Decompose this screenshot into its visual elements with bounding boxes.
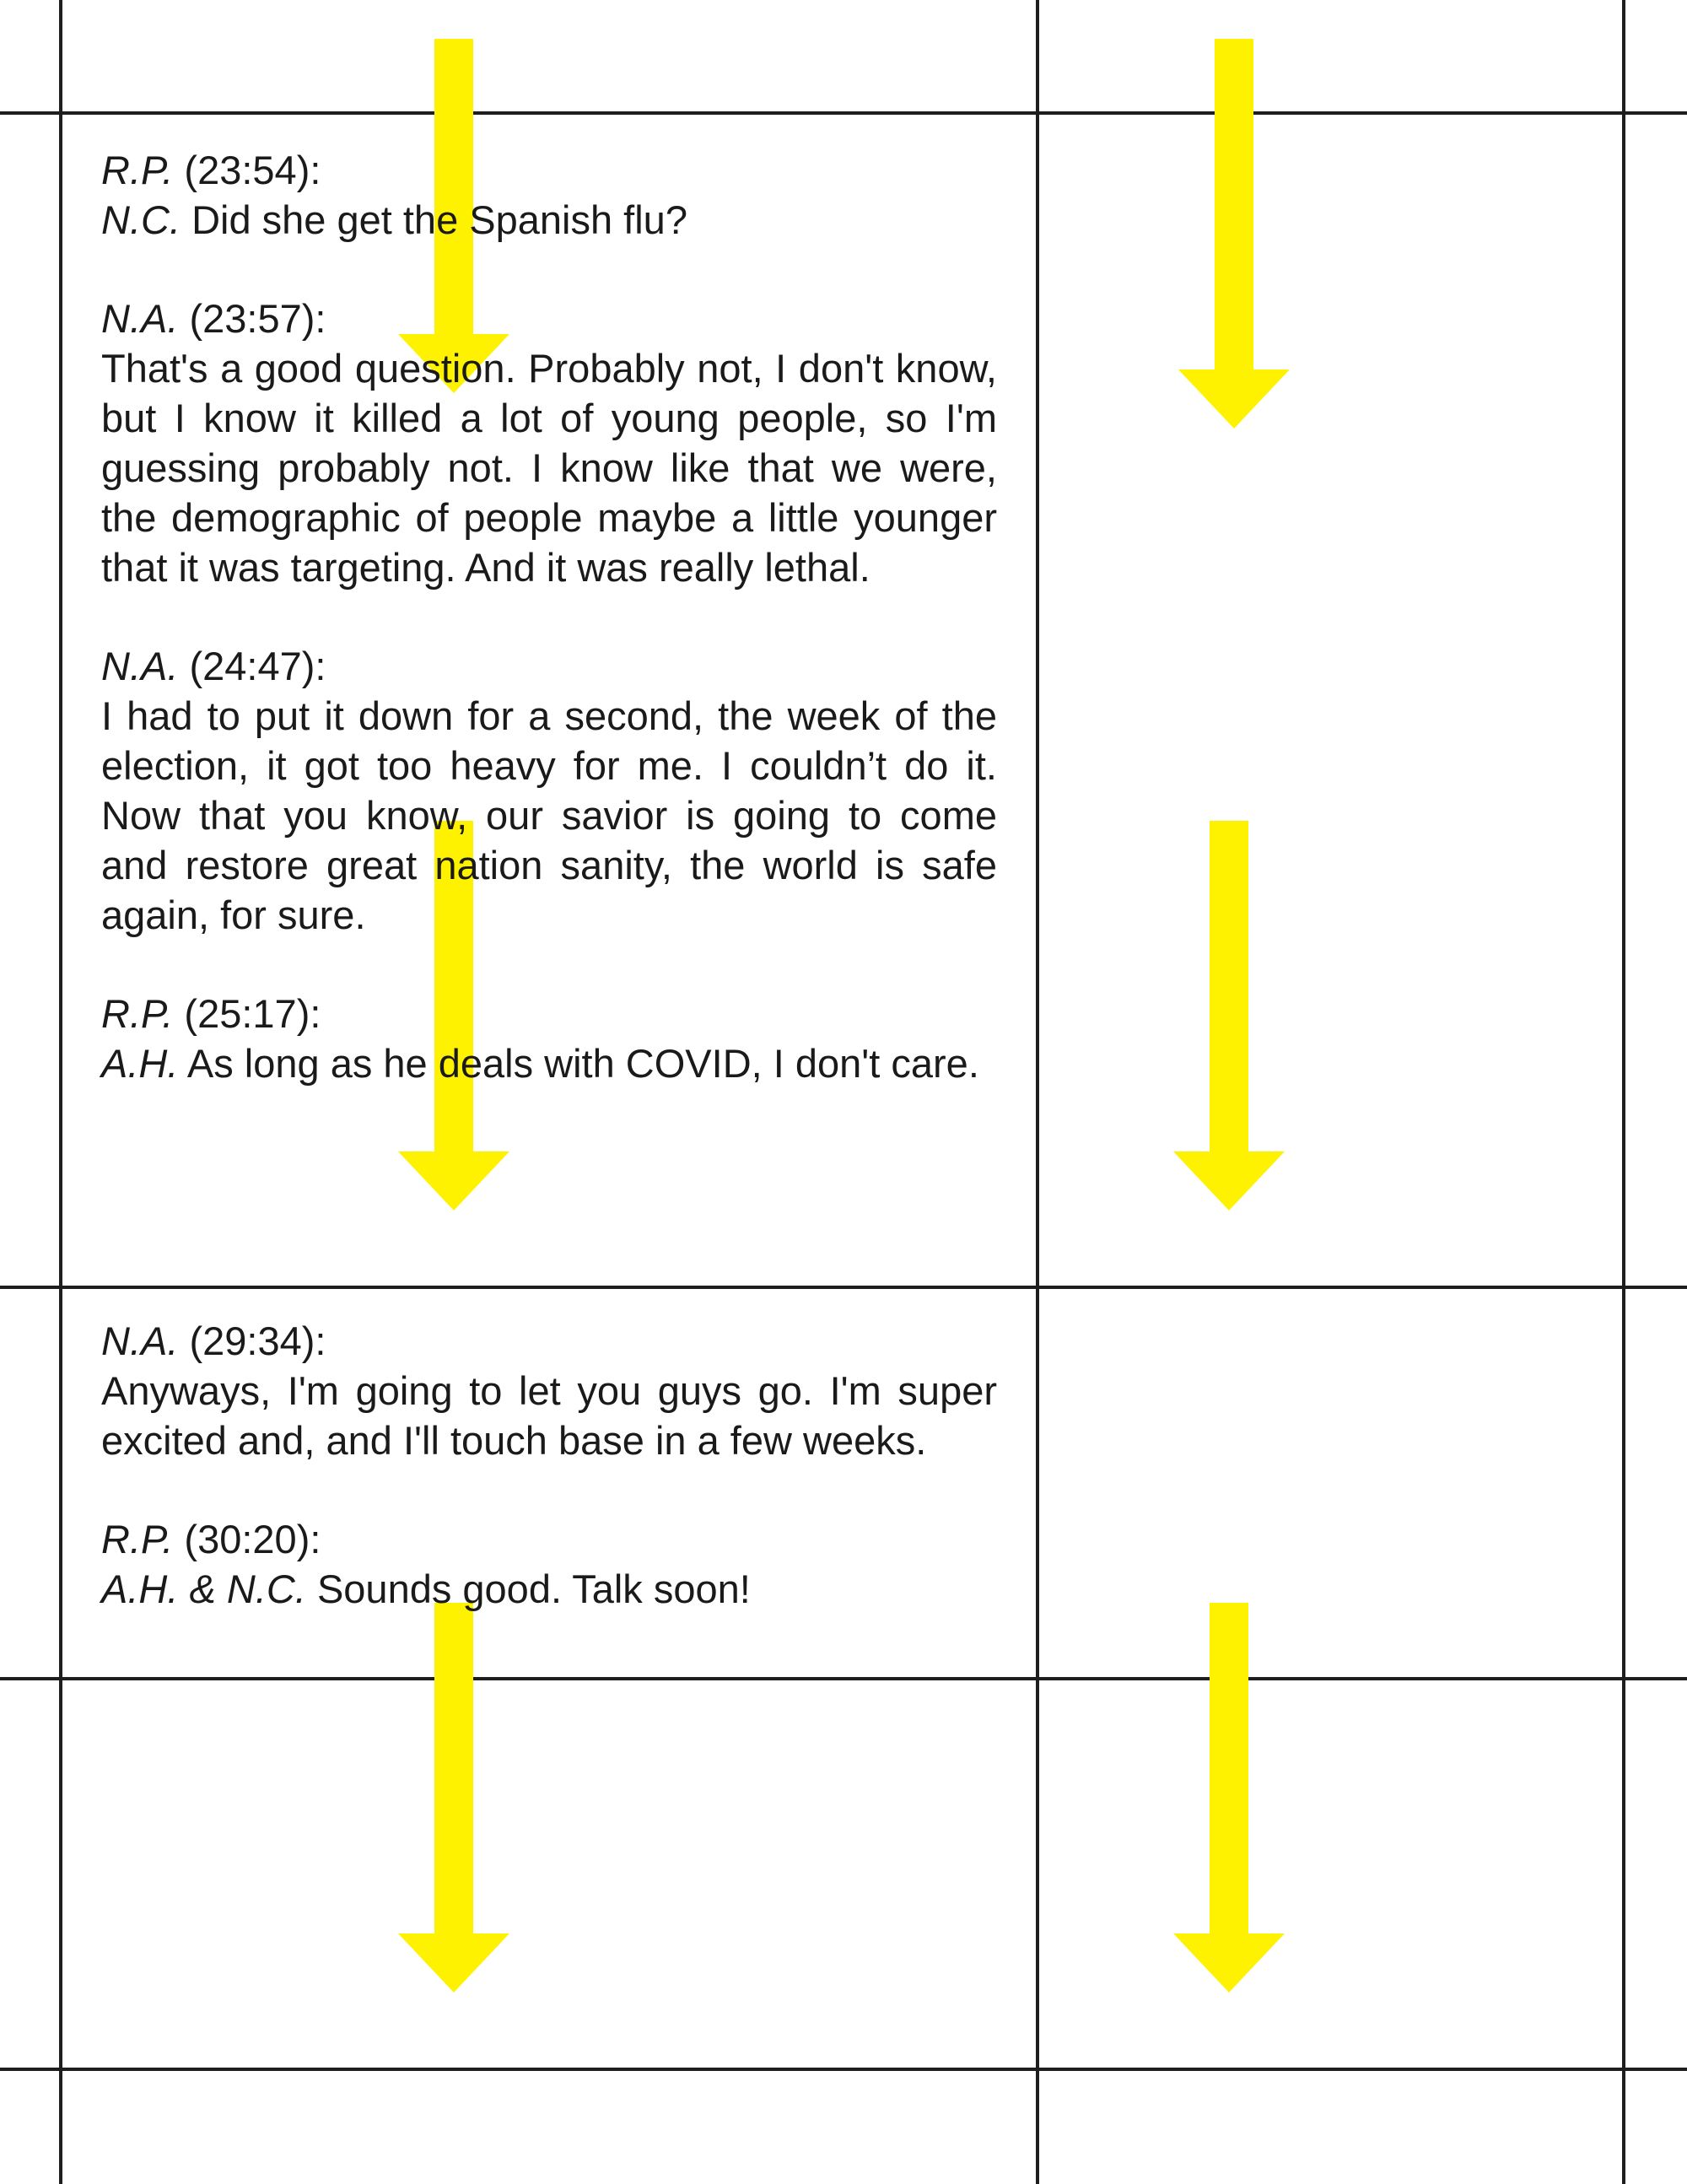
utterance: Anyways, I'm going to let you guys go. I'm super excited and, and I'll touch base in a few weeks. xyxy=(101,1368,997,1463)
vertical-rule-left xyxy=(59,0,62,2184)
timestamp: (24:47): xyxy=(189,644,326,688)
entry-text xyxy=(101,691,997,940)
utterance: I had to put it down for a second, the week of the election, it got too heavy for me. I couldn’t do it. Now that you know, our savior is going to come and restore great nation sanity, the world is safe again, for sure. xyxy=(101,693,997,937)
entry-text xyxy=(101,1366,997,1465)
utterance: As long as he deals with COVID, I don't care. xyxy=(186,1041,979,1086)
timestamp: (29:34): xyxy=(189,1318,326,1363)
horizontal-rule-3 xyxy=(0,1677,1687,1680)
entry-text xyxy=(101,343,997,592)
respondent-initials: A.H. & N.C. xyxy=(101,1567,306,1611)
transcript-entry xyxy=(101,989,997,1088)
respondent-initials: A.H. xyxy=(101,1041,179,1086)
down-arrow-icon xyxy=(1173,821,1285,1211)
transcript-entry xyxy=(101,641,997,940)
utterance: Sounds good. Talk soon! xyxy=(316,1567,751,1611)
entry-text xyxy=(101,195,997,245)
timestamp: (23:54): xyxy=(184,148,321,192)
transcript-cell-1 xyxy=(101,145,997,1137)
transcript-entry xyxy=(101,294,997,592)
speaker-initials: R.P. xyxy=(101,1517,174,1561)
utterance: Did she get the Spanish flu? xyxy=(191,197,687,242)
transcript-entry xyxy=(101,145,997,245)
entry-text xyxy=(101,1038,997,1088)
down-arrow-icon xyxy=(1173,1603,1285,1993)
speaker-initials: N.A. xyxy=(101,644,179,688)
speaker-initials: R.P. xyxy=(101,991,174,1036)
entry-header xyxy=(101,641,997,691)
vertical-rule-middle xyxy=(1036,0,1039,2184)
horizontal-rule-2 xyxy=(0,1286,1687,1289)
speaker-initials: R.P. xyxy=(101,148,174,192)
transcript-entry xyxy=(101,1514,997,1614)
horizontal-rule-1 xyxy=(0,111,1687,115)
vertical-rule-right xyxy=(1622,0,1625,2184)
entry-header xyxy=(101,989,997,1038)
entry-header xyxy=(101,1316,997,1366)
entry-text xyxy=(101,1564,997,1614)
speaker-initials: N.A. xyxy=(101,1318,179,1363)
horizontal-rule-4 xyxy=(0,2068,1687,2071)
transcript-entry xyxy=(101,1316,997,1465)
timestamp: (30:20): xyxy=(184,1517,321,1561)
entry-header xyxy=(101,294,997,343)
entry-header xyxy=(101,1514,997,1564)
speaker-initials: N.A. xyxy=(101,296,179,341)
respondent-initials: N.C. xyxy=(101,197,181,242)
timestamp: (25:17): xyxy=(184,991,321,1036)
utterance: That's a good question. Probably not, I don't know, but I know it killed a lot of young people, so I'm guessing probably not. I know like that we were, the demographic of people maybe a little younger that it was targeting. And it was really lethal. xyxy=(101,346,997,590)
timestamp: (23:57): xyxy=(189,296,326,341)
transcript-cell-2 xyxy=(101,1316,997,1663)
down-arrow-icon xyxy=(1178,39,1290,429)
entry-header xyxy=(101,145,997,195)
